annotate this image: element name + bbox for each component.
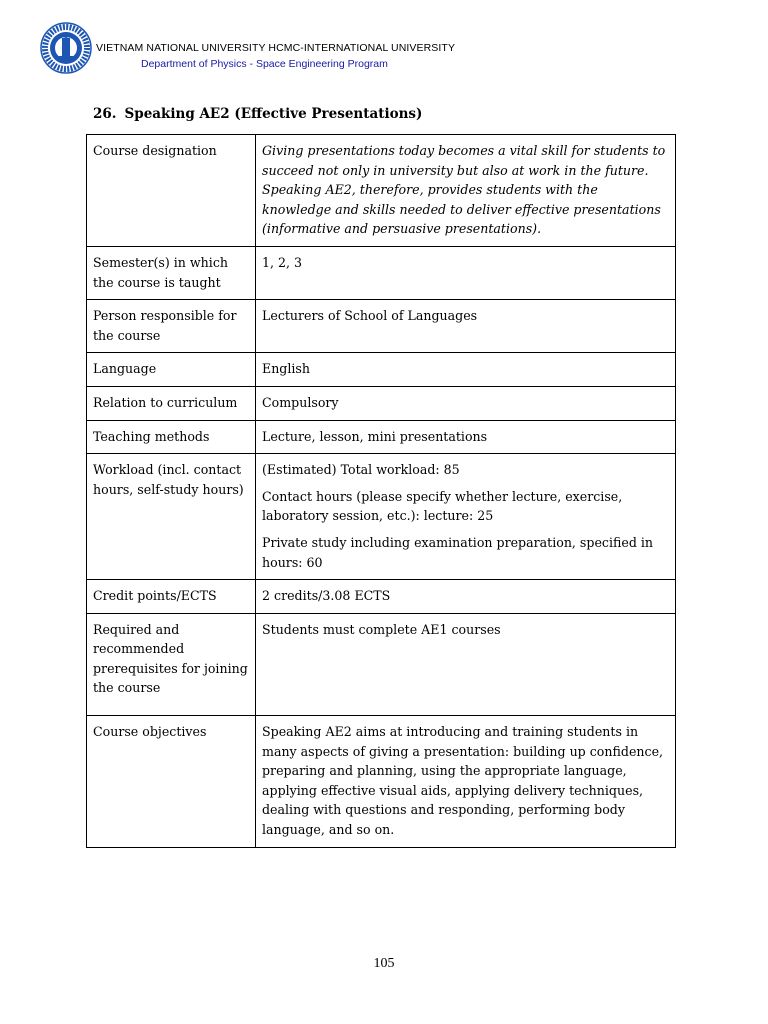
row-label: Workload (incl. contact hours, self-study hours) [87, 454, 256, 580]
row-label: Semester(s) in which the course is taught [87, 246, 256, 299]
row-value [256, 613, 676, 715]
table-row [87, 613, 676, 715]
row-label: Teaching methods [87, 420, 256, 454]
table-row [87, 386, 676, 420]
row-value [256, 716, 676, 848]
row-value [256, 353, 676, 387]
table-row [87, 454, 676, 580]
row-value-text: Compulsory [262, 394, 339, 410]
table-row [87, 135, 676, 247]
table-row [87, 716, 676, 848]
row-value [256, 420, 676, 454]
table-row [87, 580, 676, 614]
page-number: 105 [373, 956, 395, 971]
row-label: Course objectives [87, 716, 256, 848]
university-name: VIETNAM NATIONAL UNIVERSITY HCMC-INTERNATIONAL UNIVERSITY [96, 42, 456, 54]
university-seal-icon [40, 22, 92, 74]
row-value-text: Contact hours (please specify whether lecture, exercise, laboratory session, etc.): lecture: 25 [262, 488, 623, 524]
section-number: 26. [93, 106, 117, 122]
row-value-text: Students must complete AE1 courses [262, 621, 501, 637]
course-description-table [86, 134, 676, 848]
row-value-text: 2 credits/3.08 ECTS [262, 588, 391, 604]
row-value-text: English [262, 361, 310, 377]
row-value-text: Speaking AE2 aims at introducing and training students in many aspects of giving a presentation: building up confidence, preparing and planning, using the appropriate language, applying effective visual aids, applying delivery techniques, dealing with questions and responding, performing body language, and so on. [262, 724, 664, 838]
row-value [256, 454, 676, 580]
row-value [256, 386, 676, 420]
table-row [87, 420, 676, 454]
row-label: Required and recommended prerequisites for joining the course [87, 613, 256, 715]
row-value-text: Lecturers of School of Languages [262, 308, 478, 324]
row-label: Credit points/ECTS [87, 580, 256, 614]
row-label: Language [87, 353, 256, 387]
row-value [256, 246, 676, 299]
row-label: Course designation [87, 135, 256, 247]
table-row [87, 246, 676, 299]
row-label: Person responsible for the course [87, 300, 256, 353]
row-value [256, 580, 676, 614]
page-header [40, 20, 740, 80]
row-value-text: Private study including examination preparation, specified in hours: 60 [262, 534, 654, 570]
department-name: Department of Physics - Space Engineering Program [141, 58, 388, 70]
section-heading [93, 106, 422, 122]
row-value-text: Lecture, lesson, mini presentations [262, 428, 488, 444]
row-value-text: Giving presentations today becomes a vital skill for students to succeed not only in university but also at work in the future. Speaking AE2, therefore, provides students with the knowledge and skills needed to deliver effective presentations (informative and persuasive presentations). [262, 143, 666, 237]
section-title: Speaking AE2 (Effective Presentations) [124, 106, 423, 122]
table-row [87, 300, 676, 353]
row-value [256, 135, 676, 247]
row-value-text: 1, 2, 3 [262, 254, 303, 270]
row-label: Relation to curriculum [87, 386, 256, 420]
row-value-text: (Estimated) Total workload: 85 [262, 462, 460, 478]
table-row [87, 353, 676, 387]
row-value [256, 300, 676, 353]
